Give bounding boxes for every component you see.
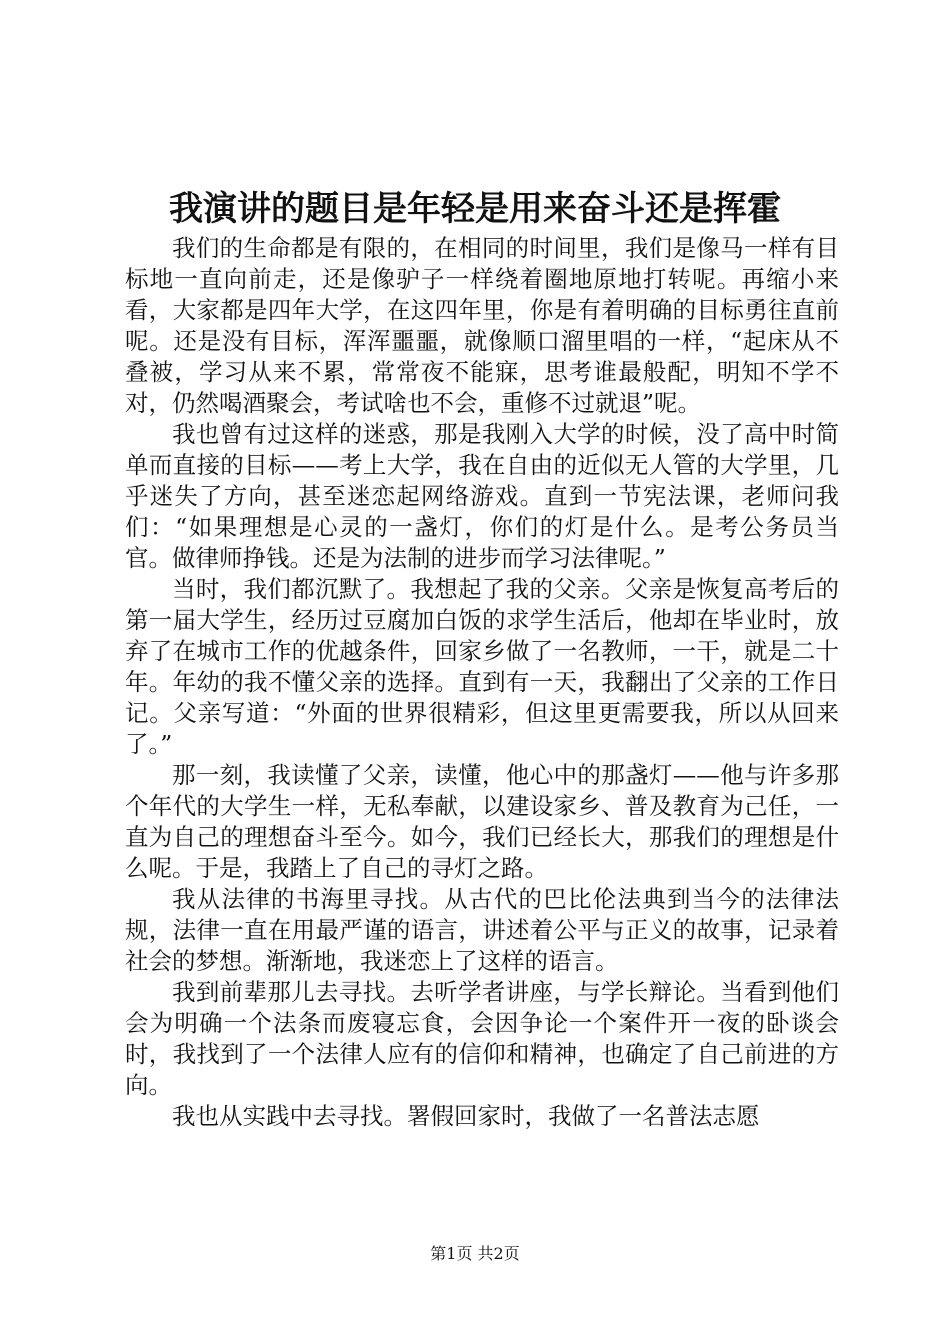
- paragraph-2: 我也曾有过这样的迷惑，那是我刚入大学的时候，没了高中时简单而直接的目标——考上大学，我在自由的近似无人管的大学里，几乎迷失了方向，甚至迷恋起网络游戏。直到一节宪法课，老师问我们：“如果理想是心灵的一盏灯，你们的灯是什么。是考公务员当官。做律师挣钱。还是为法制的进步而学习法律呢。”: [125, 420, 839, 572]
- paragraph-1: 我们的生命都是有限的，在相同的时间里，我们是像马一样有目标地一直向前走，还是像驴子一样绕着圈地原地打转呢。再缩小来看，大家都是四年大学，在这四年里，你是有着明确的目标勇往直前呢。还是没有目标，浑浑噩噩，就像顺口溜里唱的一样，“起床从不叠被，学习从来不累，常常夜不能寐，思考谁最般配，明知不学不对，仍然喝酒聚会，考试啥也不会，重修不过就退”呢。: [125, 234, 839, 417]
- document-body: [125, 233, 839, 1132]
- paragraph-3: 当时，我们都沉默了。我想起了我的父亲。父亲是恢复高考后的第一届大学生，经历过豆腐加白饭的求学生活后，他却在毕业时，放弃了在城市工作的优越条件，回家乡做了一名教师，一干，就是二十年。年幼的我不懂父亲的选择。直到有一天，我翻出了父亲的工作日记。父亲写道：“外面的世界很精彩，但这里更需要我，所以从回来了。”: [125, 575, 839, 758]
- page-footer: 第1页 共2页: [430, 1244, 520, 1263]
- paragraph-7: 我也从实践中去寻找。署假回家时，我做了一名普法志愿: [172, 1102, 760, 1130]
- document-title: 我演讲的题目是年轻是用来奋斗还是挥霍: [169, 189, 781, 229]
- paragraph-6: 我到前辈那儿去寻找。去听学者讲座，与学长辩论。当看到他们会为明确一个法条而废寝忘食，会因争论一个案件开一夜的卧谈会时，我找到了一个法律人应有的信仰和精神，也确定了自己前进的方向。: [125, 978, 839, 1099]
- paragraph-4: 那一刻，我读懂了父亲，读懂，他心中的那盏灯——他与许多那个年代的大学生一样，无私奉献，以建设家乡、普及教育为己任，一直为自己的理想奋斗至今。如今，我们已经长大，那我们的理想是什么呢。于是，我踏上了自己的寻灯之路。: [125, 761, 839, 882]
- paragraph-5: 我从法律的书海里寻找。从古代的巴比伦法典到当今的法律法规，法律一直在用最严谨的语言，讲述着公平与正义的故事，记录着社会的梦想。渐渐地，我迷恋上了这样的语言。: [125, 885, 839, 975]
